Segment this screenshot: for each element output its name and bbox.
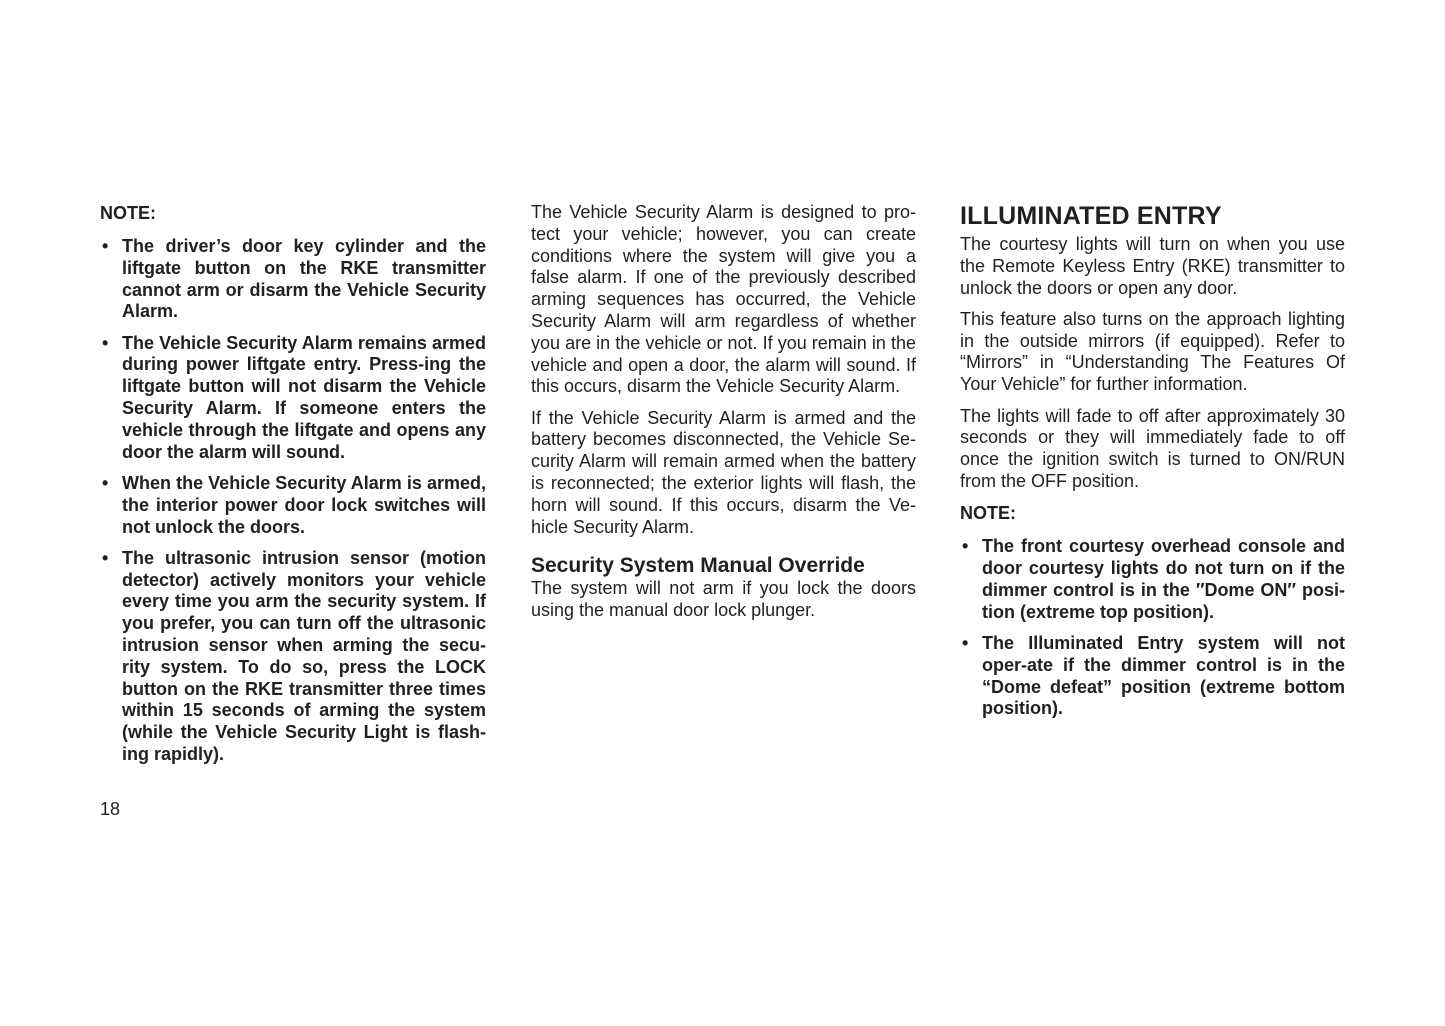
note-bullet-list [100, 236, 486, 766]
bullet-text: When the Vehicle Security Alarm is armed, the interior power door lock switches will not unlock the doors. [122, 472, 486, 537]
note-label: NOTE: [960, 503, 1016, 524]
bullet-icon: • [962, 632, 969, 653]
list-item [960, 633, 1345, 720]
note-bullet-list [960, 536, 1345, 720]
bullet-icon: • [962, 536, 969, 557]
bullet-text: The driver’s door key cylinder and the liftgate button on the RKE transmitter cannot arm or disarm the Vehicle Security Alarm. [122, 236, 486, 322]
paragraph: The courtesy lights will turn on when you use the Remote Keyless Entry (RKE) transmitter to unlock the doors or open any door. [960, 234, 1345, 298]
paragraph: This feature also turns on the approach lighting in the outside mirrors (if equipped). Refer to “Mirrors” in “Understanding The Features Of Your Vehicle” for further information. [960, 308, 1345, 395]
bullet-text: The ultrasonic intrusion sensor (motion detector) actively monitors your vehicle every time you arm the security system. If you prefer, you can turn off the ultrasonic intrusion sensor when arming the secu-rity system. To do so, press the LOCK button on the RKE transmitter three times within 15 seconds of arming the system (while the Vehicle Security Light is flash-ing rapidly). [122, 547, 486, 765]
bullet-text: The front courtesy overhead console and door courtesy lights do not turn on if the dimmer control is in the ″Dome ON″ posi-tion (extreme top position). [982, 536, 1345, 622]
list-item [100, 333, 486, 464]
bullet-icon: • [102, 332, 109, 353]
list-item [100, 236, 486, 323]
paragraph: The Vehicle Security Alarm is designed to pro-tect your vehicle; however, you can create conditions where the system will give you a false alarm. If one of the previously described arming sequences has occurred, the Vehicle Security Alarm will arm regardless of whether you are in the vehicle or not. If you remain in the vehicle and open a door, the alarm will sound. If this occurs, disarm the Vehicle Security Alarm. [531, 202, 916, 397]
paragraph: The lights will fade to off after approximately 30 seconds or they will immediately fade to off once the ignition switch is turned to ON/RUN from the OFF position. [960, 405, 1345, 491]
page-number: 18 [100, 799, 121, 819]
middle-column [531, 202, 916, 632]
bullet-icon: • [102, 472, 109, 493]
bullet-icon: • [102, 547, 109, 568]
left-column [100, 202, 486, 775]
paragraph: The system will not arm if you lock the doors using the manual door lock plunger. [531, 578, 916, 621]
right-column [960, 202, 1345, 730]
subheading-manual-override: Security System Manual Override [531, 554, 865, 578]
note-label: NOTE: [100, 203, 156, 223]
list-item [100, 548, 486, 766]
bullet-text: The Illuminated Entry system will not oper-ate if the dimmer control is in the “Dome defeat” position (extreme bottom position). [982, 632, 1345, 719]
list-item [100, 473, 486, 538]
bullet-icon: • [102, 236, 109, 256]
section-title: ILLUMINATED ENTRY [960, 202, 1222, 230]
bullet-text: The Vehicle Security Alarm remains armed during power liftgate entry. Press-ing the liftgate button will not disarm the Vehicle Security Alarm. If someone enters the vehicle through the liftgate and opens any door the alarm will sound. [122, 332, 486, 462]
paragraph: If the Vehicle Security Alarm is armed and the battery becomes disconnected, the Vehicle Se-curity Alarm will remain armed when the battery is reconnected; the exterior lights will flash, the horn will sound. If this occurs, disarm the Ve-hicle Security Alarm. [531, 407, 916, 537]
list-item [960, 536, 1345, 623]
